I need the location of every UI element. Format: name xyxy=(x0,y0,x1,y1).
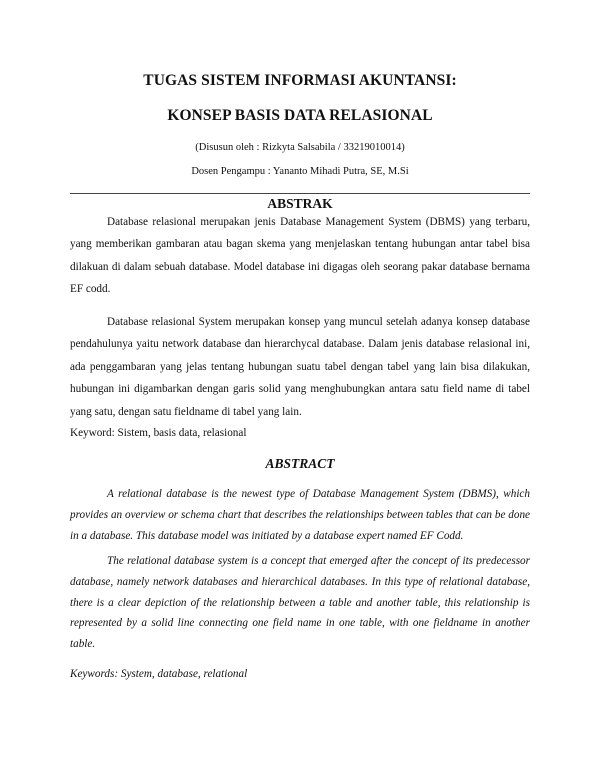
title-line-1: TUGAS SISTEM INFORMASI AKUNTANSI: xyxy=(143,72,457,89)
abstrak-heading: ABSTRAK xyxy=(267,196,333,211)
lecturer-line: Dosen Pengampu : Yananto Mihadi Putra, SE, M.Si xyxy=(191,166,409,177)
abstrak-paragraph-1: Database relasional merupakan jenis Database Management System (DBMS) yang terbaru, yang memberikan gambaran atau bagan skema yang menjelaskan tentang hubungan antar tabel bisa dilakuan di dalam sebuah database. Model database ini digagas oleh seorang pakar database bernama EF codd. xyxy=(70,216,530,296)
abstract-paragraph-1: A relational database is the newest type of Database Management System (DBMS), which provides an overview or schema chart that describes the relationships between tables that can be done in a database. This database model was initiated by a database expert named EF Codd. xyxy=(70,488,530,542)
title-line-2: KONSEP BASIS DATA RELASIONAL xyxy=(167,107,433,124)
abstract-keywords: Keywords: System, database, relational xyxy=(70,668,248,680)
abstract-heading: ABSTRACT xyxy=(265,456,335,471)
author-line: (Disusun oleh : Rizkyta Salsabila / 33219010014) xyxy=(195,142,405,153)
abstrak-keywords: Keyword: Sistem, basis data, relasional xyxy=(70,427,247,439)
section-divider xyxy=(70,193,530,194)
abstract-paragraph-2: The relational database system is a concept that emerged after the concept of its predecessor database, namely network databases and hierarchical databases. In this type of relational database, there is a clear depiction of the relationship between a table and another table, this relationship is represented by a solid line connecting one field name in one table, with one fieldname in another table. xyxy=(70,555,530,651)
abstrak-paragraph-2: Database relasional System merupakan konsep yang muncul setelah adanya konsep database pendahulunya yaitu network database dan hierarchycal database. Dalam jenis database relasional ini, ada penggambaran yang jelas tentang hubungan suatu tabel dengan tabel yang lain bisa dilakukan, hubungan ini digambarkan dengan garis solid yang menghubungkan antara satu field name di tabel yang satu, dengan satu fieldname di tabel yang lain. xyxy=(70,316,530,418)
